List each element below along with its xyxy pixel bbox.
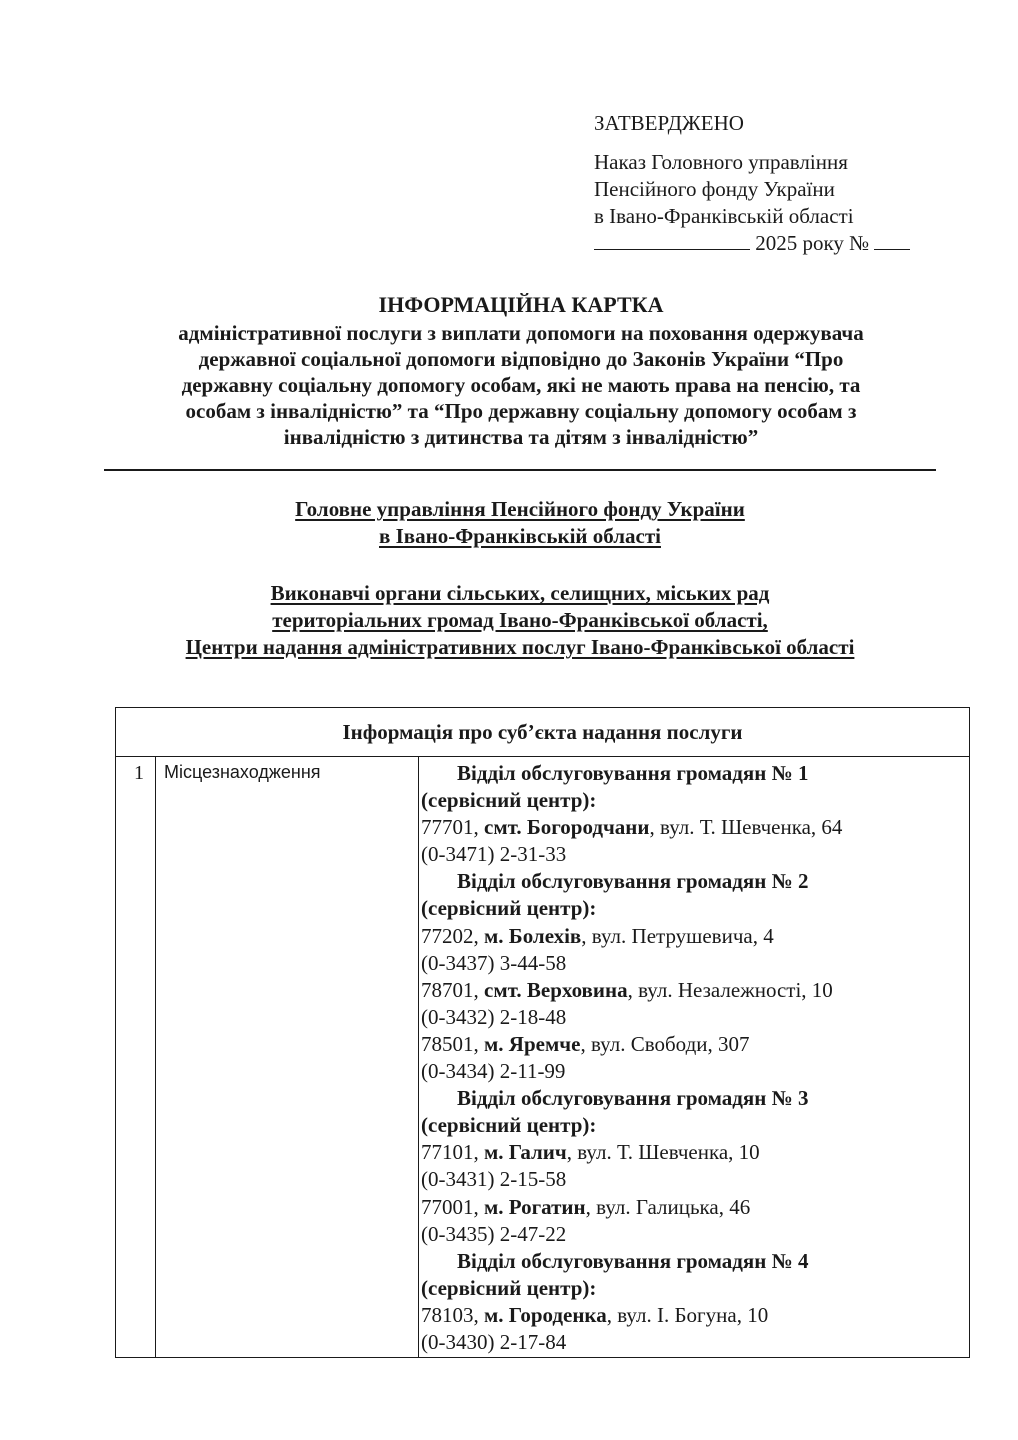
row-number: 1: [134, 762, 144, 784]
address-line: [421, 1139, 961, 1166]
city: смт. Верховина: [484, 977, 628, 1002]
date-blank: [594, 231, 750, 250]
row-label: Місцезнаходження: [164, 762, 321, 782]
column-divider: [418, 756, 419, 1357]
address-line: [421, 1194, 961, 1221]
department-subheading: (сервісний центр):: [421, 1113, 597, 1138]
department-heading: Відділ обслуговування громадян № 3: [457, 1086, 809, 1111]
subtitle-line: інвалідністю з дитинства та дітям з інвалідністю”: [283, 425, 759, 449]
org-line: Головне управління Пенсійного фонду України: [295, 497, 745, 521]
department-subheading: (сервісний центр):: [421, 896, 597, 921]
approval-year-text: 2025 року №: [755, 231, 870, 255]
table-header: Інформація про суб’єкта надання послуги: [116, 708, 969, 757]
org-line: Центри надання адміністративних послуг Івано-Франківської області: [185, 635, 855, 659]
divider: [104, 469, 936, 471]
address-line: [421, 814, 961, 841]
approval-fund-line: Пенсійного фонду України: [594, 177, 835, 201]
subtitle-line: державну соціальну допомогу особам, які не мають права на пенсію, та: [181, 373, 861, 397]
phone: (0-3471) 2-31-33: [421, 842, 567, 867]
street: , вул. Петрушевича, 4: [581, 923, 774, 948]
subtitle-line: особам з інвалідністю” та “Про державну соціальну допомогу особам з: [185, 399, 857, 423]
address-line: [421, 923, 961, 950]
phone: (0-3431) 2-15-58: [421, 1167, 567, 1192]
department-heading: Відділ обслуговування громадян № 2: [457, 869, 809, 894]
document-title: ІНФОРМАЦІЙНА КАРТКА: [378, 292, 664, 317]
phone: (0-3435) 2-47-22: [421, 1221, 567, 1246]
address-line: [421, 977, 961, 1004]
location-content: [421, 760, 961, 1356]
phone: (0-3432) 2-18-48: [421, 1004, 567, 1029]
street: , вул. Свободи, 307: [580, 1031, 750, 1056]
document-heading: [108, 292, 934, 450]
main-organization: [104, 496, 936, 550]
street: , вул. Т. Шевченка, 64: [649, 815, 843, 840]
city: м. Болехів: [484, 923, 582, 948]
city: смт. Богородчани: [484, 815, 650, 840]
department-heading: Відділ обслуговування громадян № 4: [457, 1248, 809, 1273]
number-blank: [874, 231, 910, 250]
approval-order-line: Наказ Головного управління: [594, 150, 848, 174]
approval-region-line: в Івано-Франківській області: [594, 204, 854, 228]
approval-title: ЗАТВЕРДЖЕНО: [594, 111, 744, 135]
org-line: Виконавчі органи сільських, селищних, міських рад: [270, 581, 770, 605]
org-line: територіальних громад Івано-Франківської області,: [272, 608, 768, 632]
subtitle-line: державної соціальної допомоги відповідно до Законів України “Про: [198, 347, 844, 371]
other-organizations: [104, 580, 936, 661]
city: м. Городенка: [484, 1302, 607, 1327]
postal-index: 77001,: [421, 1194, 479, 1219]
city: м. Рогатин: [484, 1194, 586, 1219]
postal-index: 77202,: [421, 923, 479, 948]
address-line: [421, 1302, 961, 1329]
phone: (0-3437) 3-44-58: [421, 950, 567, 975]
info-table: [115, 707, 970, 1358]
column-divider: [155, 756, 156, 1357]
department-heading: Відділ обслуговування громадян № 1: [457, 761, 809, 785]
city: м. Яремче: [484, 1031, 581, 1056]
street: , вул. Галицька, 46: [585, 1194, 751, 1219]
org-line: в Івано-Франківській області: [379, 524, 661, 548]
street: , вул. І. Богуна, 10: [606, 1302, 769, 1327]
department-subheading: (сервісний центр):: [421, 1275, 597, 1300]
postal-index: 77101,: [421, 1140, 479, 1165]
postal-index: 78701,: [421, 977, 479, 1002]
subtitle-line: адміністративної послуги з виплати допомоги на поховання одержувача: [178, 321, 864, 345]
city: м. Галич: [484, 1140, 567, 1165]
department-subheading: (сервісний центр):: [421, 788, 597, 813]
street: , вул. Т. Шевченка, 10: [566, 1140, 760, 1165]
approval-block: [594, 110, 954, 257]
postal-index: 77701,: [421, 815, 479, 840]
address-line: [421, 1031, 961, 1058]
postal-index: 78501,: [421, 1031, 479, 1056]
street: , вул. Незалежності, 10: [627, 977, 833, 1002]
postal-index: 78103,: [421, 1302, 479, 1327]
phone: (0-3430) 2-17-84: [421, 1329, 567, 1354]
phone: (0-3434) 2-11-99: [421, 1059, 566, 1084]
approval-date-line: [594, 230, 954, 257]
